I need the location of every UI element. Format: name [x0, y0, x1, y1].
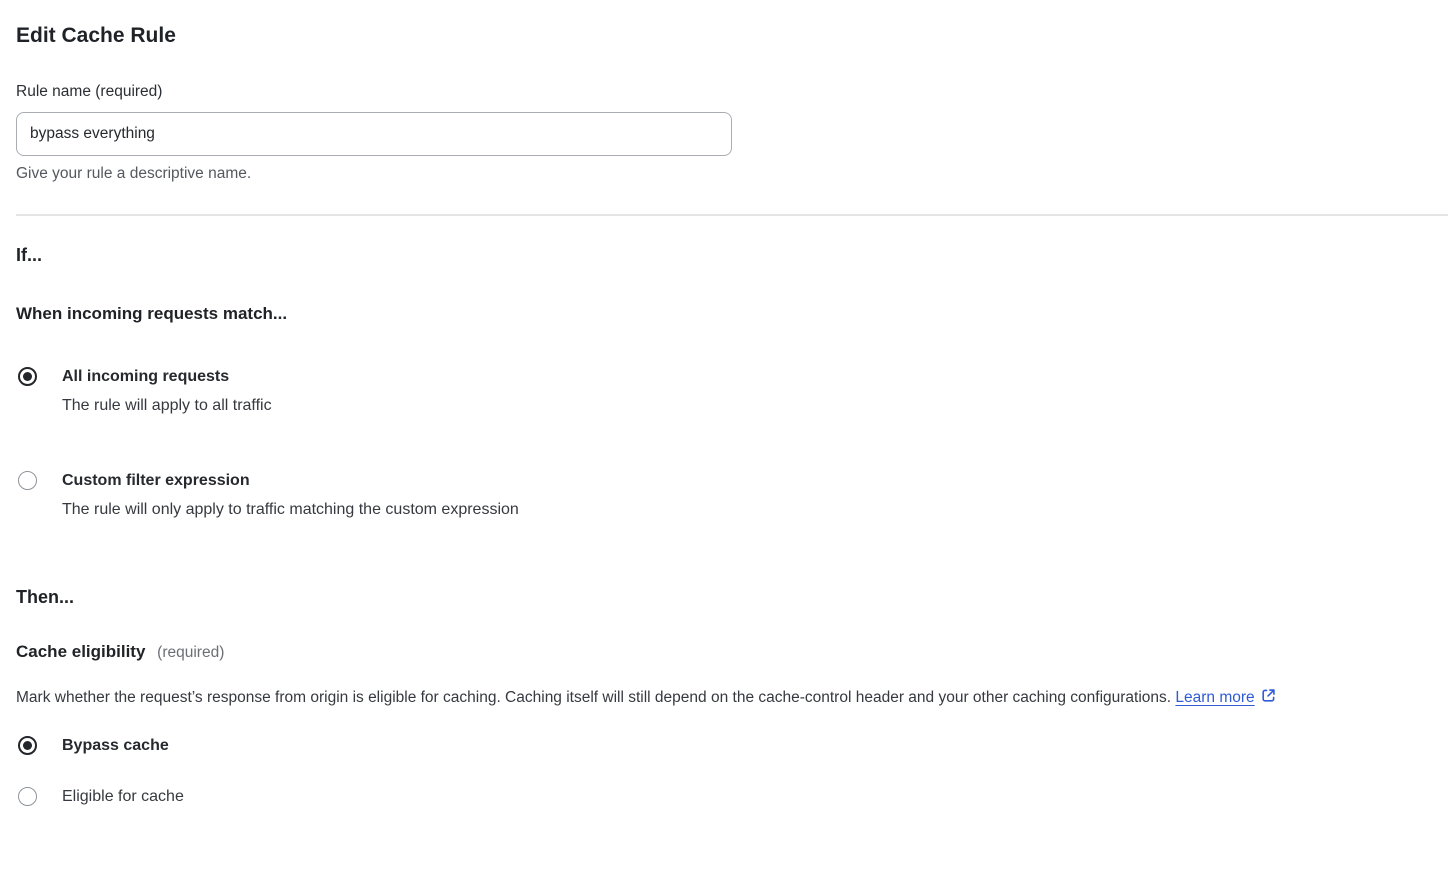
if-section-heading: If... [16, 245, 42, 265]
external-link-icon [1260, 685, 1277, 714]
radio-label: Eligible for cache [62, 788, 184, 805]
page-title: Edit Cache Rule [16, 24, 176, 47]
radio-option-all-incoming-requests[interactable] [16, 367, 1438, 416]
radio-button-unselected-icon[interactable] [18, 787, 37, 806]
radio-label: All incoming requests [62, 368, 230, 385]
cache-eligibility-description [16, 683, 1408, 714]
radio-button-selected-icon[interactable] [18, 367, 37, 386]
description-text: Mark whether the request’s response from origin is eligible for caching. Caching itself will still depend on the cache-control header and your other caching configurations. [16, 689, 1172, 706]
rule-name-label: Rule name (required) [16, 83, 163, 100]
radio-label: Bypass cache [62, 737, 169, 754]
learn-more-link[interactable]: Learn more [1175, 689, 1255, 706]
cache-eligibility-label: Cache eligibility [16, 642, 146, 661]
then-section-heading: Then... [16, 587, 74, 607]
edit-cache-rule-form [0, 24, 1454, 807]
radio-option-bypass-cache[interactable] [16, 736, 1438, 756]
cache-eligibility-label-row [16, 641, 1438, 663]
rule-name-help-text: Give your rule a descriptive name. [16, 165, 252, 182]
radio-button-selected-icon[interactable] [18, 736, 37, 755]
radio-option-custom-filter-expression[interactable] [16, 471, 1438, 520]
radio-button-unselected-icon[interactable] [18, 471, 37, 490]
required-hint: (required) [157, 644, 225, 661]
radio-description: The rule will apply to all traffic [62, 397, 272, 414]
radio-option-eligible-for-cache[interactable] [16, 787, 1438, 807]
rule-name-input[interactable] [16, 112, 732, 156]
incoming-requests-match-heading: When incoming requests match... [16, 304, 288, 323]
section-divider [16, 214, 1448, 216]
radio-label: Custom filter expression [62, 472, 250, 489]
radio-description: The rule will only apply to traffic matching the custom expression [62, 501, 519, 518]
